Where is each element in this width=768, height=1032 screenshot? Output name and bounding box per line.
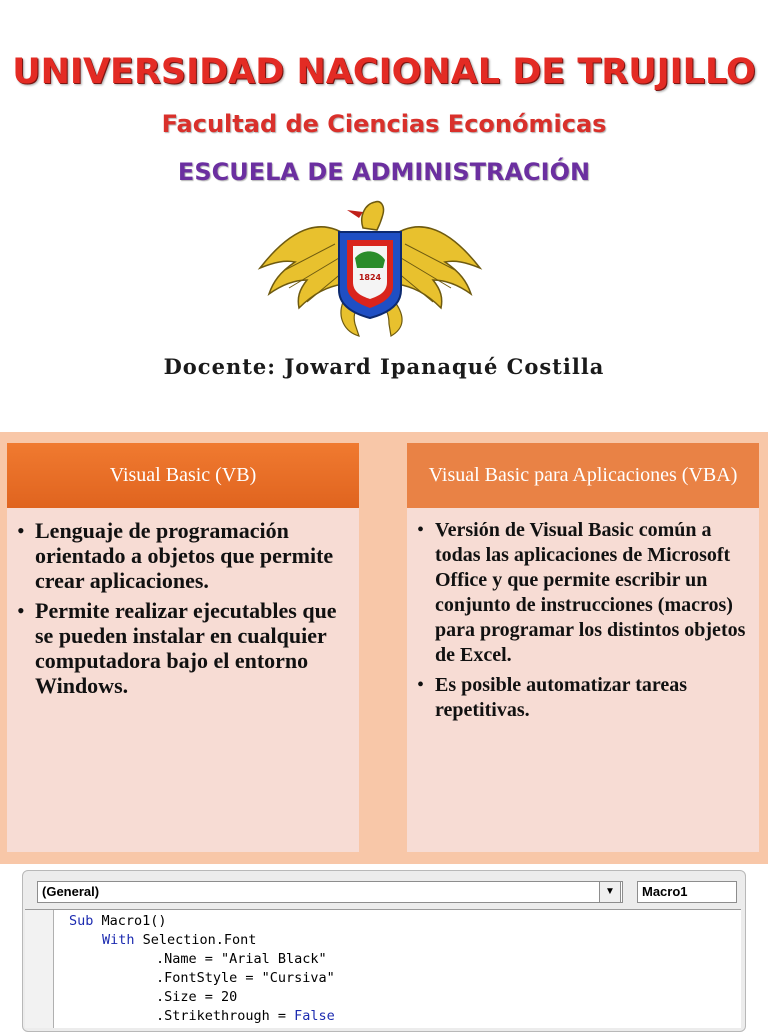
code-line: .Name = "Arial Black" — [156, 951, 327, 967]
school-title: ESCUELA DE ADMINISTRACIÓN — [177, 158, 591, 186]
comparison-panel — [0, 432, 768, 864]
code-line — [156, 1007, 335, 1026]
code-line: .Size = 20 — [156, 989, 238, 1005]
crest-year: 1824 — [358, 273, 382, 282]
list-item: • Es posible automatizar tareas repetitivas. — [435, 673, 749, 723]
vb-card — [7, 443, 359, 852]
list-item: • Lenguaje de programación orientado a objetos que permite crear aplicaciones. — [35, 518, 349, 593]
vba-editor-window — [22, 870, 746, 1032]
code-keyword: False — [294, 1008, 335, 1024]
faculty-title: Facultad de Ciencias Económicas — [161, 110, 607, 138]
procedure-dropdown[interactable]: Macro1 — [637, 881, 737, 903]
code-keyword: With — [102, 932, 135, 948]
code-pane[interactable] — [25, 909, 741, 1028]
code-gutter — [25, 910, 54, 1028]
code-text: Macro1() — [93, 913, 167, 929]
code-line — [102, 931, 256, 950]
vba-card-title: Visual Basic para Aplicaciones (VBA) — [407, 443, 759, 508]
code-text: .Strikethrough = — [156, 1008, 295, 1024]
list-item: • Versión de Visual Basic común a todas las aplicaciones de Microsoft Office y que permite escribir un conjunto de instrucciones (macros) para programar los distintos objetos de Excel. — [435, 518, 749, 668]
list-item: • Permite realizar ejecutables que se pueden instalar en cualquier computadora bajo el entorno Windows. — [35, 598, 349, 698]
vb-bullet-list — [7, 508, 359, 698]
vba-card — [407, 443, 759, 852]
code-keyword: Sub — [69, 913, 94, 929]
teacher-name: Docente: Joward Ipanaqué Costilla — [163, 354, 605, 379]
object-dropdown[interactable]: (General) — [37, 881, 623, 903]
vb-card-title: Visual Basic (VB) — [7, 443, 359, 508]
code-text: Selection.Font — [134, 932, 257, 948]
vba-bullet-list — [407, 508, 759, 723]
code-line: .FontStyle = "Cursiva" — [156, 970, 335, 986]
university-title: UNIVERSIDAD NACIONAL DE TRUJILLO — [12, 52, 756, 92]
university-crest-logo — [255, 198, 485, 340]
code-line — [69, 912, 167, 931]
chevron-down-icon[interactable]: ▼ — [599, 881, 621, 903]
